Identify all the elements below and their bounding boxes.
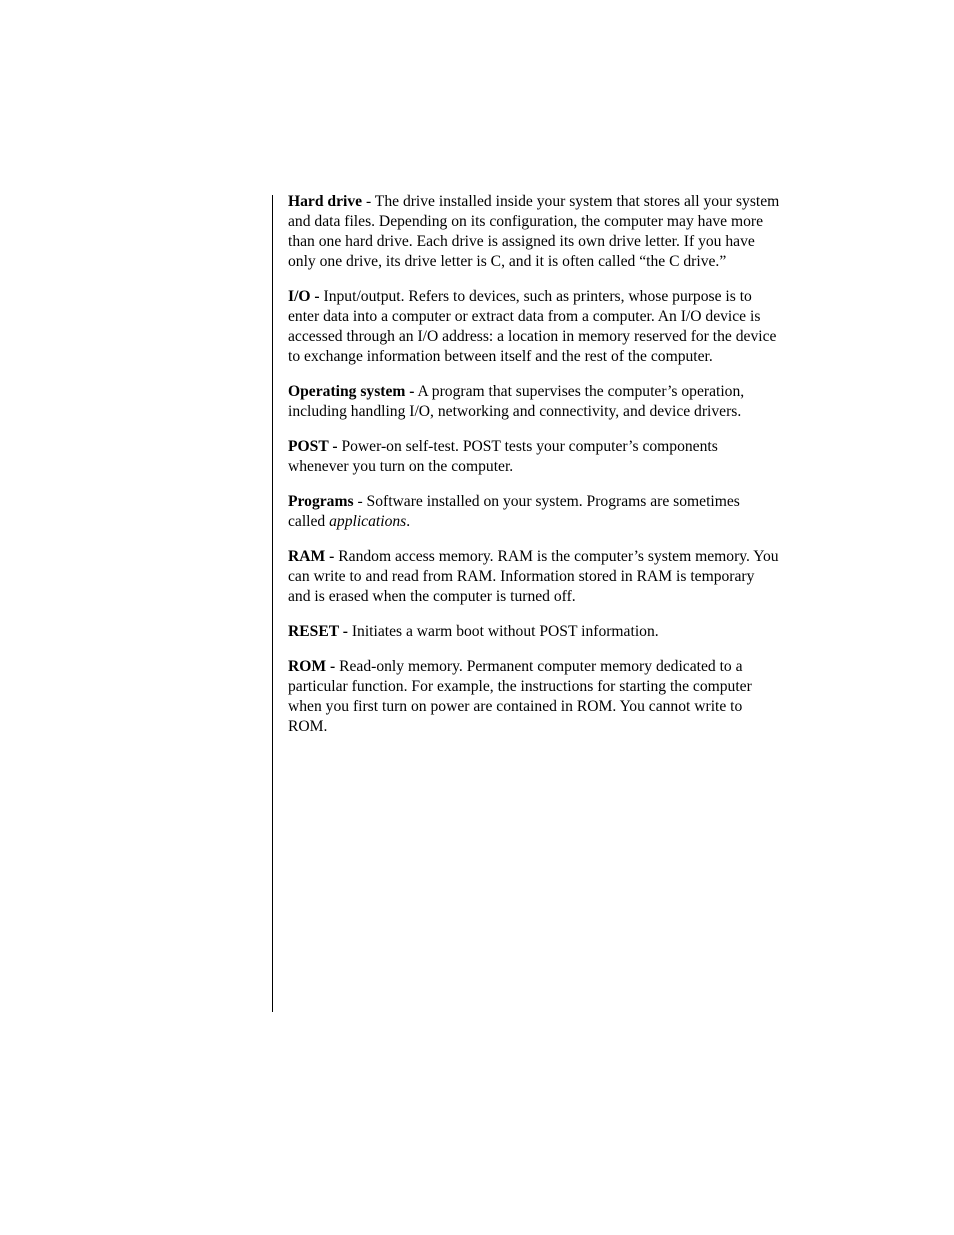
glossary-term: RESET -: [288, 623, 348, 640]
glossary-term: I/O -: [288, 288, 320, 305]
margin-rule: [272, 195, 273, 1012]
glossary-entry-programs: [288, 492, 780, 532]
glossary-definition: The drive installed inside your system that stores all your system and data files. Depending on its configuration, the computer may have more than one hard drive. Each drive is assigned its own drive letter. If you have only one drive, its drive letter is C, and it is often called “the C drive.”: [288, 193, 780, 270]
glossary-separator: -: [362, 193, 375, 210]
glossary-term: Operating system -: [288, 383, 415, 400]
glossary-separator: -: [353, 493, 367, 510]
glossary-emphasis: applications: [329, 513, 407, 530]
glossary-entry-ram: [288, 547, 780, 607]
glossary-term: POST -: [288, 438, 338, 455]
glossary-entry-reset: [288, 622, 780, 642]
glossary-entry-io: [288, 287, 780, 367]
glossary-definition: Read-only memory. Permanent computer memory dedicated to a particular function. For example, the instructions for starting the computer when you first turn on power are contained in ROM. You cannot write to ROM.: [288, 658, 752, 735]
glossary-definition: Software installed on your system. Programs are sometimes called: [288, 493, 740, 530]
glossary-entry-operating-system: [288, 382, 780, 422]
glossary-term: Hard drive: [288, 193, 363, 210]
glossary-term: ROM -: [288, 658, 336, 675]
glossary-term: Programs: [288, 493, 354, 510]
glossary-definition: A program that supervises the computer’s operation, including handling I/O, networking and connectivity, and device drivers.: [288, 383, 745, 420]
glossary-definition-tail: .: [406, 513, 411, 530]
glossary-entry-post: [288, 437, 780, 477]
glossary-definition: Power-on self-test. POST tests your computer’s components whenever you turn on the computer.: [288, 438, 718, 475]
glossary-definition: Initiates a warm boot without POST information.: [347, 623, 659, 640]
glossary-definition: Input/output. Refers to devices, such as printers, whose purpose is to enter data into a computer or extract data from a computer. An I/O device is accessed through an I/O address: a location in memory reserved for the device to exchange information between itself and the rest of the computer.: [288, 288, 777, 365]
glossary-list: [288, 192, 780, 752]
glossary-definition: Random access memory. RAM is the computer’s system memory. You can write to and read from RAM. Information stored in RAM is temporary and is erased when the computer is turned off.: [288, 548, 779, 605]
glossary-term: RAM -: [288, 548, 335, 565]
glossary-entry-hard-drive: [288, 192, 780, 272]
glossary-entry-rom: [288, 657, 780, 737]
